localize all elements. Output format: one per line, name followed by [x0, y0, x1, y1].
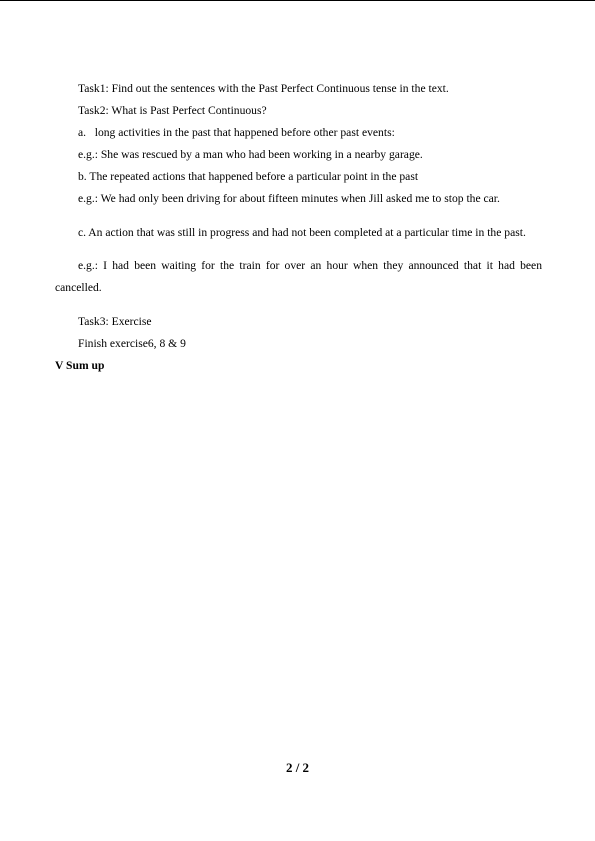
- point-c-paragraph: c. An action that was still in progress and had not been completed at a particular time in the past.: [78, 225, 526, 239]
- page-number: 2 / 2: [285, 760, 310, 775]
- task1-line: Task1: Find out the sentences with the Past Perfect Continuous tense in the text.: [78, 82, 449, 95]
- example-b-line: e.g.: We had only been driving for about fifteen minutes when Jill asked me to stop the car.: [78, 192, 500, 205]
- point-b-line: b. The repeated actions that happened before a particular point in the past: [78, 170, 419, 183]
- finish-line: Finish exercise6, 8 & 9: [78, 336, 186, 350]
- top-rule: [0, 0, 595, 1]
- document-body: [55, 78, 542, 377]
- task2-line: Task2: What is Past Perfect Continuous?: [78, 104, 267, 117]
- point-a-line: a. long activities in the past that happened before other past events:: [78, 126, 395, 139]
- task3-line: Task3: Exercise: [78, 314, 152, 328]
- example-a-line: e.g.: She was rescued by a man who had been working in a nearby garage.: [78, 148, 423, 161]
- section-heading: V Sum up: [55, 358, 105, 372]
- example-c-paragraph: e.g.: I had been waiting for the train for over an hour when they announced that it had been cancelled.: [55, 259, 542, 295]
